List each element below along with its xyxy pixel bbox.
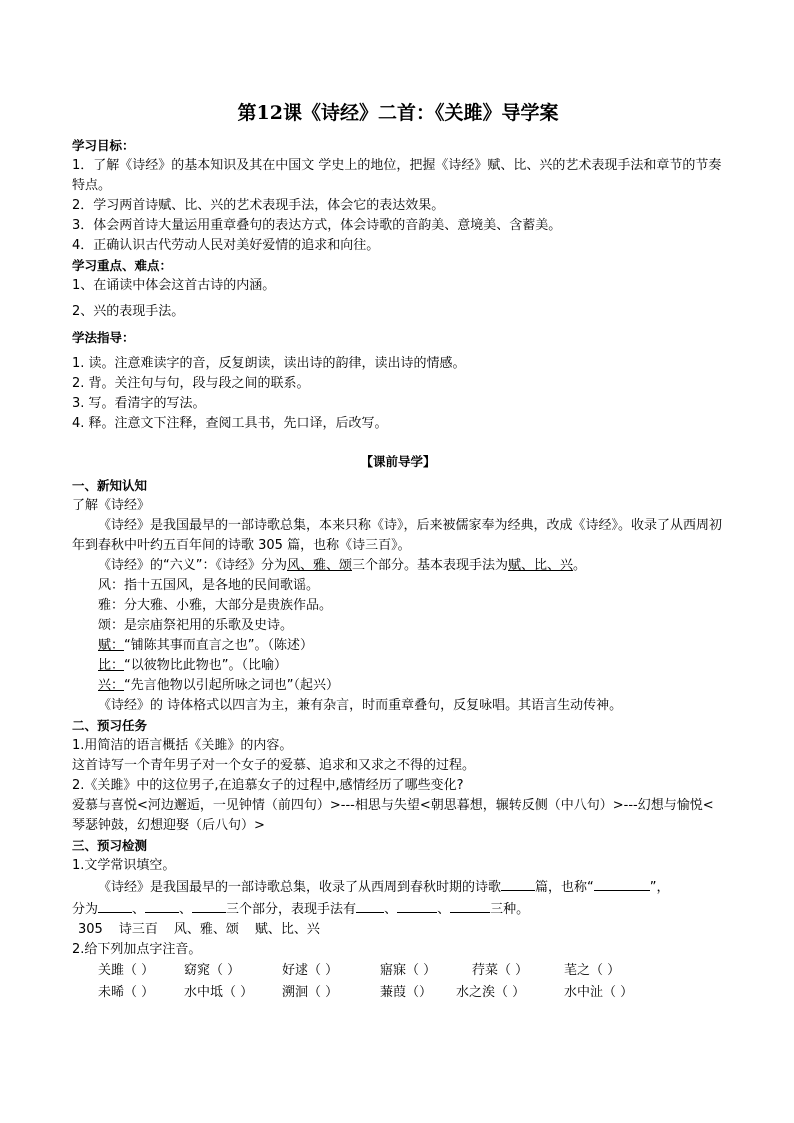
liuyi-parts: 风、雅、颂 — [286, 558, 352, 573]
feng-line: 风：指十五国风，是各地的民间歌谣。 — [98, 578, 320, 593]
pinyin-item: 芼之（ ） — [564, 963, 621, 978]
objectives-section — [72, 136, 724, 256]
section-preview-tasks — [72, 716, 724, 836]
fu-line: 赋：“铺陈其事而直言之也”。（陈述） — [98, 638, 313, 653]
liuyi-line: 《诗经》的“六义”：《诗经》分为风、雅、颂三个部分。基本表现手法为赋、比、兴。 — [98, 558, 587, 573]
fill-line-1: 《诗经》是我国最早的一部诗歌总集，收录了从西周到春秋时期的诗歌 篇，也称“ ”， — [72, 876, 724, 898]
objective-item: 2．学习两首诗赋、比、兴的艺术表现手法，体会它的表达效果。 — [72, 198, 445, 213]
test-question: 2.给下列加点字注音。 — [72, 942, 202, 957]
task-answer: 爱慕与喜悦<河边邂逅，一见钟情（前四句）>---相思与失望<朝思暮想，辗转反侧（中八句）>---幻想与愉悦<琴瑟钟鼓，幻想迎娶（后八句）> — [72, 798, 714, 833]
objective-item: 3．体会两首诗大量运用重章叠句的表达方式，体会诗歌的音韵美、意境美、含蓄美。 — [72, 218, 562, 233]
fill-blank[interactable] — [192, 898, 226, 913]
pinyin-row-2 — [72, 982, 724, 1004]
section-preview-test — [72, 836, 724, 1004]
keypoints-heading: 学习重点、难点： — [72, 258, 173, 273]
method-item: 2. 背。关注句与句，段与段之间的联系。 — [72, 376, 310, 391]
methods-section — [72, 328, 724, 434]
preview-heading: 【课前导学】 — [360, 454, 436, 469]
pinyin-item: 蒹葭（） — [380, 985, 433, 1000]
fill-blank[interactable] — [501, 876, 535, 891]
song-line: 颂：是宗庙祭祀用的乐歌及史诗。 — [98, 618, 294, 633]
keypoints-section — [72, 256, 724, 322]
keypoint-item: 1、在诵读中体会这首古诗的内涵。 — [72, 278, 276, 293]
section3-heading: 三、预习检测 — [72, 838, 148, 853]
fill-blank[interactable] — [98, 898, 132, 913]
section2-heading: 二、预习任务 — [72, 718, 148, 733]
fill-blank[interactable] — [397, 898, 437, 913]
fill-blank[interactable] — [145, 898, 179, 913]
form-line: 《诗经》的 诗体格式以四言为主，兼有杂言，时而重章叠句，反复咏唱。其语言生动传神。 — [98, 698, 623, 713]
ya-line: 雅：分大雅、小雅，大部分是贵族作品。 — [98, 598, 333, 613]
keypoint-item: 2、兴的表现手法。 — [72, 304, 185, 319]
pinyin-item: 溯洄（ ） — [282, 985, 339, 1000]
test-question: 1.文学常识填空。 — [72, 858, 176, 873]
method-item: 1. 读。注意难读字的音，反复朗读，读出诗的韵律，读出诗的情感。 — [72, 356, 466, 371]
shijing-intro: 《诗经》是我国最早的一部诗歌总集，本来只称《诗》，后来被儒家奉为经典，改成《诗经》。收录了从西周初年到春秋中叶约五百年间的诗歌 305 篇，也称《诗三百》。 — [72, 518, 723, 553]
method-item: 3. 写。看清字的写法。 — [72, 396, 206, 411]
pinyin-item: 窈窕（ ） — [184, 963, 241, 978]
fill-blank[interactable] — [450, 898, 490, 913]
page-title: 第12课《诗经》二首：《关雎》导学案 — [237, 102, 559, 124]
fill-blank[interactable] — [594, 876, 650, 891]
pinyin-item: 关雎（ ） — [98, 963, 155, 978]
pinyin-item: 水之涘（ ） — [456, 985, 526, 1000]
objective-item: 4．正确认识古代劳动人民对美好爱情的追求和向往。 — [72, 238, 380, 253]
fill-line-2: 分为 、 、 三个部分，表现手法有 、 、 三种。 — [72, 898, 724, 920]
document-page — [72, 100, 724, 1004]
section1-sub: 了解《诗经》 — [72, 498, 151, 513]
xing-line: 兴：“先言他物以引起所咏之词也”（起兴） — [98, 678, 339, 693]
bi-line: 比：“以彼物比此物也”。（比喻） — [98, 658, 287, 673]
fill-answers: 305 诗三百 风、雅、颂 赋、比、兴 — [78, 922, 320, 937]
objectives-heading: 学习目标： — [72, 138, 135, 153]
methods-heading: 学法指导： — [72, 330, 135, 345]
pinyin-item: 寤寐（ ） — [380, 963, 437, 978]
section1-heading: 一、新知认知 — [72, 478, 148, 493]
objective-item: 1．了解《诗经》的基本知识及其在中国文 学史上的地位，把握《诗经》赋、比、兴的艺术表现手法和章节的节奏特点。 — [72, 158, 722, 193]
pinyin-item: 水中沚（ ） — [564, 985, 634, 1000]
task-answer: 这首诗写一个青年男子对一个女子的爱慕、追求和又求之不得的过程。 — [72, 758, 476, 773]
pinyin-item: 未晞（ ） — [98, 985, 155, 1000]
pinyin-item: 好逑（ ） — [282, 963, 339, 978]
pinyin-item: 荇菜（ ） — [472, 963, 529, 978]
task-question: 1.用简洁的语言概括《关雎》的内容。 — [72, 738, 293, 753]
liuyi-methods: 赋、比、兴 — [508, 558, 574, 573]
section-new-knowledge — [72, 476, 724, 716]
method-item: 4. 释。注意文下注释，查阅工具书，先口译，后改写。 — [72, 416, 388, 431]
fill-blank[interactable] — [356, 898, 384, 913]
pinyin-item: 水中坻（ ） — [184, 985, 254, 1000]
pinyin-row-1 — [72, 960, 724, 982]
task-question: 2.《关雎》中的这位男子,在追慕女子的过程中,感情经历了哪些变化? — [72, 778, 464, 793]
